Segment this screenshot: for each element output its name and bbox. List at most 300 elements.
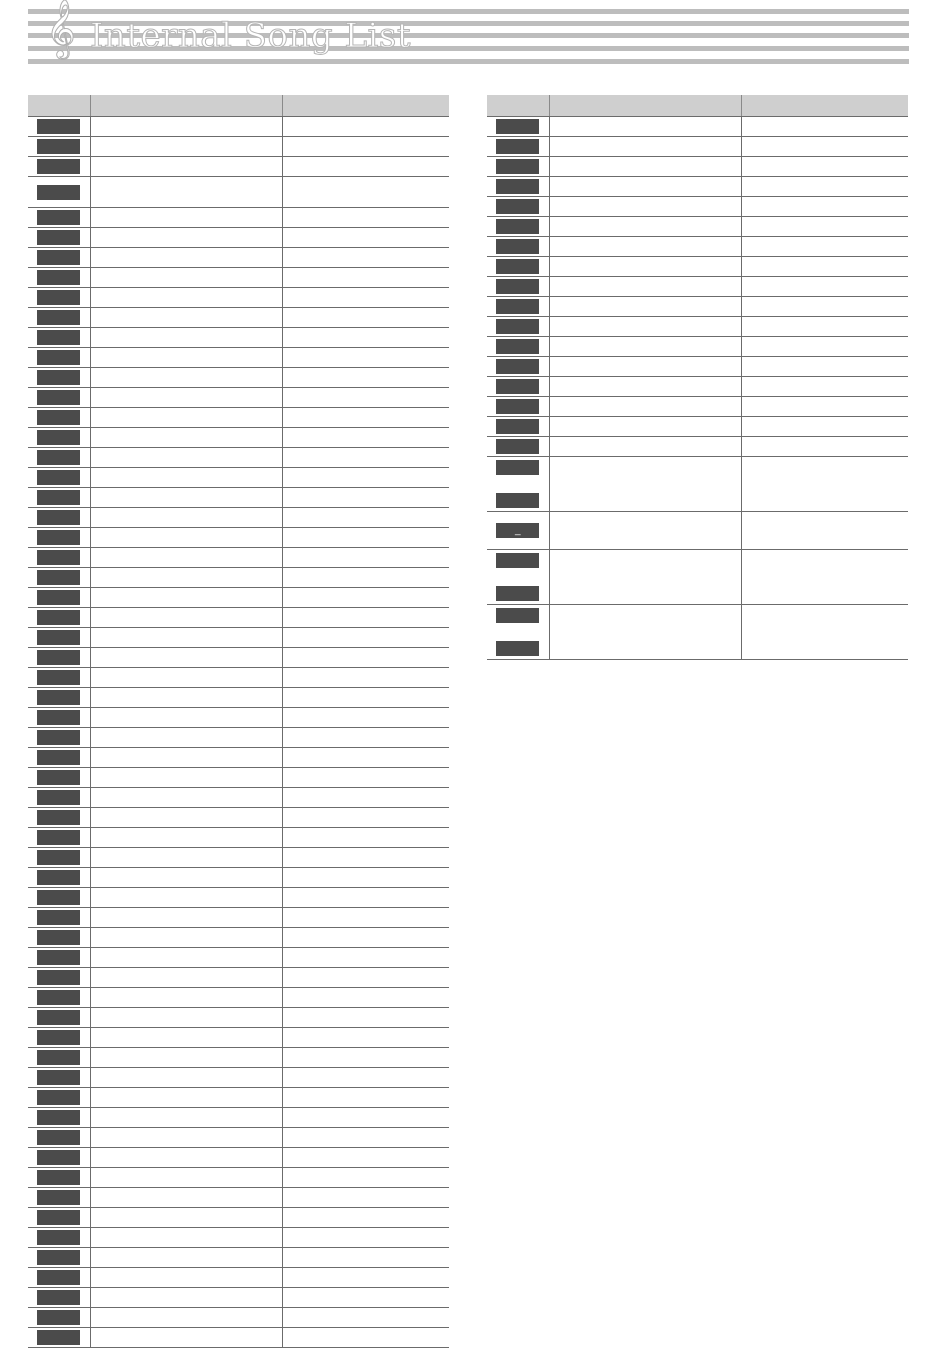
song-number-tag [37, 890, 80, 905]
table-row [28, 488, 449, 508]
table-row [28, 468, 449, 488]
table-row [487, 457, 908, 512]
composer-cell [741, 297, 908, 317]
song-number-tag [37, 810, 80, 825]
composer-cell [282, 1208, 449, 1228]
composer-cell [282, 1008, 449, 1028]
table-row [487, 437, 908, 457]
song-number-tag [37, 450, 80, 465]
song-number-tag [37, 270, 80, 285]
table-row [487, 550, 908, 605]
song-number-tag [496, 199, 539, 214]
song-number-cell [28, 748, 90, 768]
song-number-cell [28, 1308, 90, 1328]
song-number-cell [487, 237, 549, 257]
column-header-title [90, 95, 282, 117]
song-number-cell [487, 437, 549, 457]
song-title-cell [549, 217, 741, 237]
song-table-left [28, 95, 449, 1348]
song-number-tag [37, 710, 80, 725]
song-number-cell [28, 948, 90, 968]
song-number-cell [487, 277, 549, 297]
table-row [28, 768, 449, 788]
composer-cell [282, 1268, 449, 1288]
song-title-cell [90, 728, 282, 748]
song-number-cell [28, 508, 90, 528]
composer-cell [282, 928, 449, 948]
composer-cell [282, 1188, 449, 1208]
song-number-tag [37, 650, 80, 665]
composer-cell [282, 728, 449, 748]
song-title-cell [90, 268, 282, 288]
song-title-cell [549, 277, 741, 297]
composer-cell [741, 377, 908, 397]
composer-cell [282, 1288, 449, 1308]
song-title-cell [90, 908, 282, 928]
song-title-cell [90, 368, 282, 388]
song-number-cell [487, 117, 549, 137]
composer-cell [282, 868, 449, 888]
table-row [28, 948, 449, 968]
song-number-cell [487, 357, 549, 377]
song-number-tag [496, 586, 539, 601]
table-row [487, 257, 908, 277]
table-row [28, 528, 449, 548]
composer-cell [741, 157, 908, 177]
song-number-cell [487, 337, 549, 357]
song-number-cell [28, 1088, 90, 1108]
song-title-cell [549, 337, 741, 357]
song-number-tag [496, 379, 539, 394]
song-number-tag [496, 139, 539, 154]
song-number-tag [37, 1190, 80, 1205]
song-number-cell [487, 605, 549, 660]
table-row [28, 137, 449, 157]
song-number-cell [28, 328, 90, 348]
composer-cell [282, 908, 449, 928]
song-number-cell [487, 217, 549, 237]
song-number-cell [28, 1028, 90, 1048]
song-title-cell [90, 468, 282, 488]
table-row [28, 348, 449, 368]
table-row [28, 388, 449, 408]
table-row [487, 512, 908, 550]
song-title-cell [90, 788, 282, 808]
song-title-cell [549, 437, 741, 457]
composer-cell [282, 1228, 449, 1248]
song-number-cell [487, 377, 549, 397]
song-number-cell [28, 117, 90, 137]
song-number-tag: _ [496, 523, 539, 538]
song-number-cell [28, 288, 90, 308]
song-number-tag [37, 590, 80, 605]
song-title-cell [90, 388, 282, 408]
song-title-cell [90, 328, 282, 348]
table-header-row [28, 95, 449, 117]
table-row [28, 588, 449, 608]
song-title-cell [90, 948, 282, 968]
song-number-cell [28, 1008, 90, 1028]
song-title-cell [549, 357, 741, 377]
table-row [28, 508, 449, 528]
song-number-cell [487, 397, 549, 417]
song-title-cell [90, 117, 282, 137]
song-number-tag [37, 390, 80, 405]
composer-cell [282, 368, 449, 388]
composer-cell [282, 1068, 449, 1088]
table-row [28, 1308, 449, 1328]
song-title-cell [90, 208, 282, 228]
table-row [28, 608, 449, 628]
song-number-tag [37, 730, 80, 745]
table-row [28, 1268, 449, 1288]
song-title-cell [90, 748, 282, 768]
composer-cell [282, 968, 449, 988]
song-number-cell [28, 1168, 90, 1188]
composer-cell [741, 217, 908, 237]
song-number-cell [487, 317, 549, 337]
song-number-tag [496, 608, 539, 623]
song-title-cell [90, 137, 282, 157]
composer-cell [282, 428, 449, 448]
song-number-tag [37, 230, 80, 245]
song-title-cell [90, 508, 282, 528]
table-row [28, 328, 449, 348]
song-number-tag [37, 290, 80, 305]
song-number-tag [37, 530, 80, 545]
table-row [487, 117, 908, 137]
table-header-row [487, 95, 908, 117]
song-title-cell [90, 668, 282, 688]
song-title-cell [90, 628, 282, 648]
table-row [28, 1088, 449, 1108]
song-number-cell [28, 1268, 90, 1288]
composer-cell [282, 568, 449, 588]
composer-cell [282, 157, 449, 177]
composer-cell [282, 288, 449, 308]
song-number-tag [37, 770, 80, 785]
song-number-cell [28, 728, 90, 748]
song-title-cell [90, 768, 282, 788]
table-row [487, 417, 908, 437]
table-row [28, 1248, 449, 1268]
composer-cell [282, 1308, 449, 1328]
song-number-tag [37, 750, 80, 765]
song-number-tag [37, 185, 80, 200]
song-number-cell [28, 608, 90, 628]
table-row [487, 217, 908, 237]
song-number-tag [37, 139, 80, 154]
table-row [487, 605, 908, 660]
song-number-tag [37, 410, 80, 425]
song-title-cell [549, 297, 741, 317]
song-number-cell [28, 1148, 90, 1168]
composer-cell [282, 1028, 449, 1048]
song-title-cell [90, 448, 282, 468]
composer-cell [282, 1088, 449, 1108]
song-title-cell [90, 648, 282, 668]
song-number-cell [487, 137, 549, 157]
composer-cell [282, 137, 449, 157]
song-number-tag [37, 159, 80, 174]
composer-cell [282, 988, 449, 1008]
column-header-composer [282, 95, 449, 117]
section-banner [28, 0, 909, 65]
song-number-cell [28, 308, 90, 328]
treble-clef-icon: 𝄞 [46, 0, 76, 57]
song-title-cell [90, 1328, 282, 1348]
table-row [28, 688, 449, 708]
table-row [487, 377, 908, 397]
table-row [28, 648, 449, 668]
song-number-tag [496, 553, 539, 568]
composer-cell [282, 1108, 449, 1128]
song-title-cell [90, 588, 282, 608]
composer-cell [282, 248, 449, 268]
song-title-cell [549, 257, 741, 277]
table-row [487, 137, 908, 157]
table-row [28, 808, 449, 828]
song-number-tag [496, 439, 539, 454]
song-title-cell [90, 1188, 282, 1208]
banner-stripe [28, 9, 909, 14]
song-number-tag [496, 460, 539, 475]
song-title-cell [90, 568, 282, 588]
column-header-number [28, 95, 90, 117]
table-row [28, 548, 449, 568]
song-number-tag [496, 359, 539, 374]
table-row [28, 708, 449, 728]
table-row [28, 117, 449, 137]
composer-cell [282, 548, 449, 568]
table-row [487, 357, 908, 377]
song-number-cell [28, 157, 90, 177]
composer-cell [282, 177, 449, 208]
composer-cell [282, 668, 449, 688]
composer-cell [741, 117, 908, 137]
song-number-tag [37, 510, 80, 525]
composer-cell [282, 1328, 449, 1348]
song-number-cell [487, 457, 549, 512]
song-number-tag [496, 259, 539, 274]
composer-cell [282, 488, 449, 508]
composer-cell [282, 848, 449, 868]
composer-cell [282, 408, 449, 428]
song-number-cell [28, 548, 90, 568]
song-number-cell [28, 468, 90, 488]
composer-cell [282, 308, 449, 328]
song-title-cell [90, 1008, 282, 1028]
table-row [487, 177, 908, 197]
song-number-tag [496, 319, 539, 334]
song-number-tag [37, 950, 80, 965]
song-number-cell [28, 688, 90, 708]
song-title-cell [549, 397, 741, 417]
song-title-cell [90, 1168, 282, 1188]
composer-cell [741, 512, 908, 550]
song-number-cell [28, 988, 90, 1008]
song-title-cell [90, 157, 282, 177]
song-number-cell [28, 628, 90, 648]
song-number-tag [37, 1090, 80, 1105]
song-number-cell [28, 788, 90, 808]
table-row [28, 1048, 449, 1068]
song-number-cell [28, 1108, 90, 1128]
song-number-tag [37, 1310, 80, 1325]
song-title-cell [90, 1288, 282, 1308]
table-row [28, 628, 449, 648]
song-title-cell [90, 708, 282, 728]
song-title-cell [90, 1068, 282, 1088]
song-title-cell [549, 417, 741, 437]
composer-cell [282, 1128, 449, 1148]
composer-cell [741, 197, 908, 217]
song-title-cell [90, 828, 282, 848]
composer-cell [741, 137, 908, 157]
song-number-tag [37, 430, 80, 445]
table-row [28, 1128, 449, 1148]
song-title-cell [90, 228, 282, 248]
song-title-cell [549, 237, 741, 257]
page-title: Internal Song List [90, 16, 412, 56]
composer-cell [282, 348, 449, 368]
song-title-cell [90, 528, 282, 548]
composer-cell [282, 1248, 449, 1268]
song-title-cell [90, 848, 282, 868]
song-number-tag [496, 159, 539, 174]
table-row [28, 968, 449, 988]
song-title-cell [549, 157, 741, 177]
table-row [28, 1148, 449, 1168]
table-row [28, 788, 449, 808]
song-number-tag [37, 830, 80, 845]
composer-cell [741, 457, 908, 512]
song-number-cell [28, 708, 90, 728]
table-row [28, 408, 449, 428]
song-number-cell [28, 808, 90, 828]
table-row [28, 748, 449, 768]
song-title-cell [90, 928, 282, 948]
song-number-cell [28, 868, 90, 888]
song-number-cell [487, 512, 549, 550]
table-row [28, 157, 449, 177]
song-number-cell [487, 297, 549, 317]
table-row [28, 1188, 449, 1208]
song-number-tag [37, 1210, 80, 1225]
column-header-number [487, 95, 549, 117]
song-number-tag [496, 239, 539, 254]
table-row [28, 1328, 449, 1348]
table-row [28, 908, 449, 928]
composer-cell [741, 605, 908, 660]
song-number-tag [37, 1050, 80, 1065]
song-number-cell [28, 1328, 90, 1348]
composer-cell [282, 628, 449, 648]
song-number-tag [37, 1150, 80, 1165]
song-title-cell [549, 457, 741, 512]
song-title-cell [90, 1268, 282, 1288]
song-title-cell [549, 137, 741, 157]
table-row [28, 828, 449, 848]
song-title-cell [549, 197, 741, 217]
song-number-tag [37, 119, 80, 134]
song-number-cell [487, 417, 549, 437]
composer-cell [282, 808, 449, 828]
song-number-cell [28, 1248, 90, 1268]
table-row [487, 197, 908, 217]
song-number-tag [496, 399, 539, 414]
song-title-cell [90, 248, 282, 268]
table-row [28, 448, 449, 468]
song-number-cell [28, 177, 90, 208]
song-title-cell [90, 968, 282, 988]
composer-cell [741, 277, 908, 297]
song-number-tag [37, 1130, 80, 1145]
song-number-cell [28, 928, 90, 948]
song-title-cell [90, 1108, 282, 1128]
song-title-cell [90, 1088, 282, 1108]
table-row [28, 1288, 449, 1308]
composer-cell [282, 1048, 449, 1068]
song-title-cell [90, 288, 282, 308]
table-row [28, 308, 449, 328]
composer-cell [282, 828, 449, 848]
song-title-cell [90, 308, 282, 328]
song-number-cell [28, 528, 90, 548]
song-number-cell [28, 137, 90, 157]
composer-cell [282, 708, 449, 728]
song-number-cell [28, 908, 90, 928]
song-title-cell [549, 550, 741, 605]
song-title-cell [90, 868, 282, 888]
song-number-tag [37, 490, 80, 505]
song-number-cell [28, 1208, 90, 1228]
song-title-cell [90, 1248, 282, 1268]
song-number-tag [37, 990, 80, 1005]
table-row [28, 868, 449, 888]
song-number-cell [28, 248, 90, 268]
table-row [28, 288, 449, 308]
song-number-cell [28, 488, 90, 508]
song-title-cell [549, 177, 741, 197]
composer-cell [282, 328, 449, 348]
song-number-tag [37, 370, 80, 385]
song-number-cell [28, 848, 90, 868]
table-row [28, 177, 449, 208]
song-title-cell [90, 1208, 282, 1228]
table-row [487, 277, 908, 297]
song-number-cell [28, 1188, 90, 1208]
song-number-tag [37, 1070, 80, 1085]
song-title-cell [549, 605, 741, 660]
table-row [28, 248, 449, 268]
song-title-cell [90, 1308, 282, 1328]
table-row [28, 728, 449, 748]
song-number-tag [37, 630, 80, 645]
table-row [28, 1108, 449, 1128]
composer-cell [741, 237, 908, 257]
song-number-tag [37, 1110, 80, 1125]
song-title-cell [90, 688, 282, 708]
composer-cell [741, 417, 908, 437]
composer-cell [282, 888, 449, 908]
song-number-tag [37, 930, 80, 945]
composer-cell [282, 588, 449, 608]
song-title-cell [90, 408, 282, 428]
song-number-tag [37, 1270, 80, 1285]
composer-cell [741, 317, 908, 337]
song-title-cell [90, 488, 282, 508]
